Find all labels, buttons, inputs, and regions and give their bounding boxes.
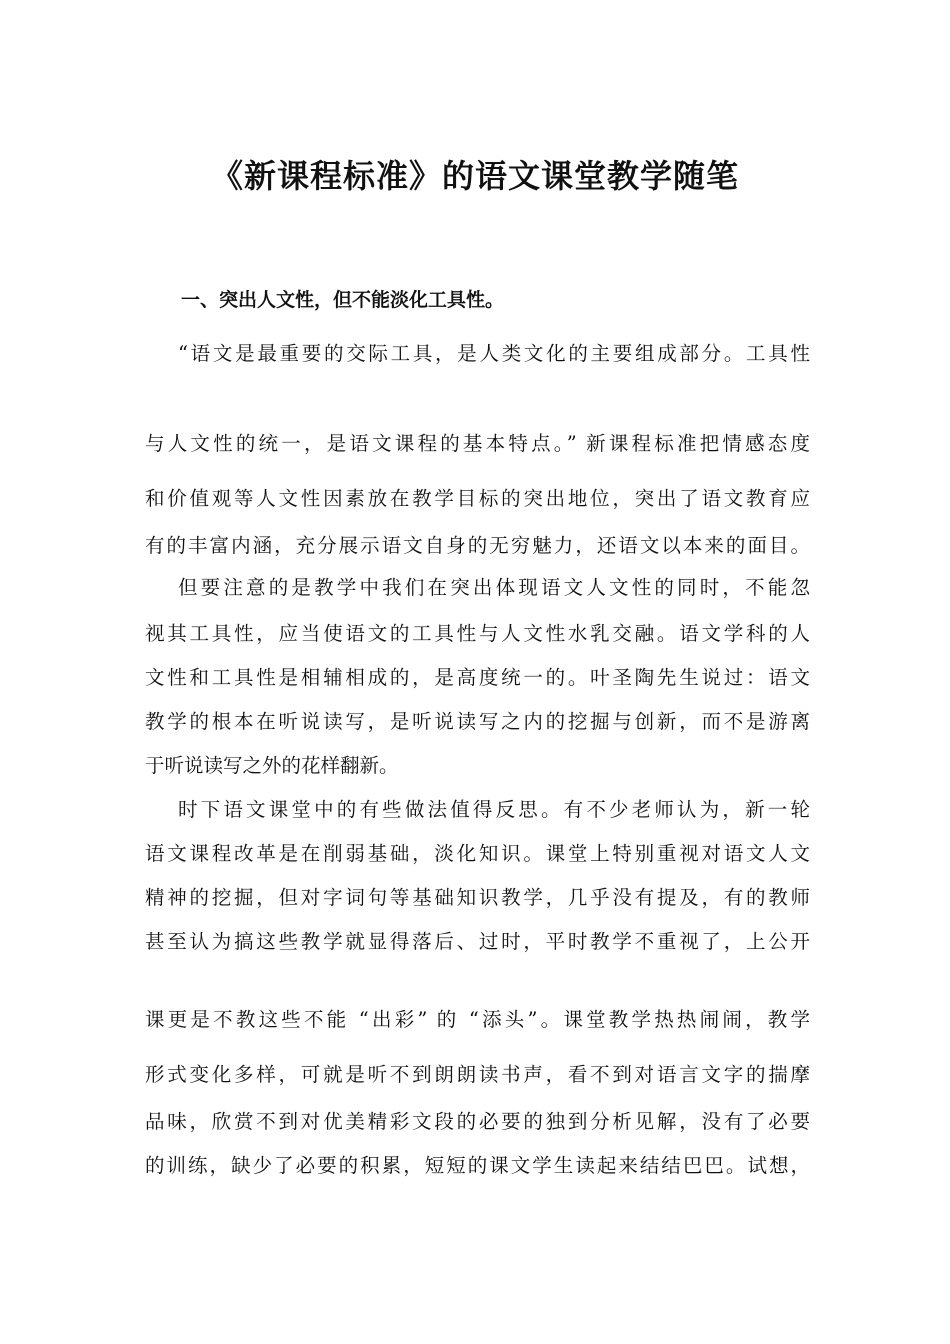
paragraph-line: 语文课程改革是在削弱基础，淡化知识。课堂上特别重视对语文人文 [145,842,810,865]
paragraph-line: 形式变化多样，可就是听不到朗朗读书声，看不到对语言文字的揣摩 [145,1063,810,1086]
section-heading: 一、突出人文性，但不能淡化工具性。 [181,289,505,311]
paragraph-line: 与人文性的统一，是语文课程的基本特点。” 新课程标准把情感态度 [145,432,810,455]
paragraph-line: 课更是不教这些不能 “出彩” 的 “添头”。课堂教学热热闹闹，教学 [145,1008,810,1031]
paragraph-line: 和价值观等人文性因素放在教学目标的突出地位，突出了语文教育应 [145,487,810,510]
paragraph-line: 教学的根本在听说读写，是听说读写之内的挖掘与创新，而不是游离 [145,710,810,733]
paragraph-line: 的训练，缺少了必要的积累，短短的课文学生读起来结结巴巴。试想， [145,1154,810,1177]
paragraph-line: 时下语文课堂中的有些做法值得反思。有不少老师认为，新一轮 [178,798,810,821]
paragraph-line: 视其工具性，应当使语文的工具性与人文性水乳交融。语文学科的人 [145,622,810,645]
paragraph-line: “语文是最重要的交际工具，是人类文化的主要组成部分。工具性 [178,342,810,365]
document-title: 《新课程标准》的语文课堂教学随笔 [210,157,739,195]
paragraph-line: 于听说读写之外的花样翻新。 [145,754,399,777]
paragraph-line: 但要注意的是教学中我们在突出体现语文人文性的同时，不能忽 [178,576,810,599]
paragraph-line: 甚至认为搞这些教学就显得落后、过时，平时教学不重视了，上公开 [145,930,810,953]
paragraph-line: 文性和工具性是相辅相成的，是高度统一的。叶圣陶先生说过：语文 [145,666,810,689]
paragraph-line: 品味，欣赏不到对优美精彩文段的必要的独到分析见解，没有了必要 [145,1110,810,1133]
paragraph-line: 精神的挖掘，但对字词句等基础知识教学，几乎没有提及，有的教师 [145,886,810,909]
paragraph-line: 有的丰富内涵，充分展示语文自身的无穷魅力，还语文以本来的面目。 [145,534,810,557]
